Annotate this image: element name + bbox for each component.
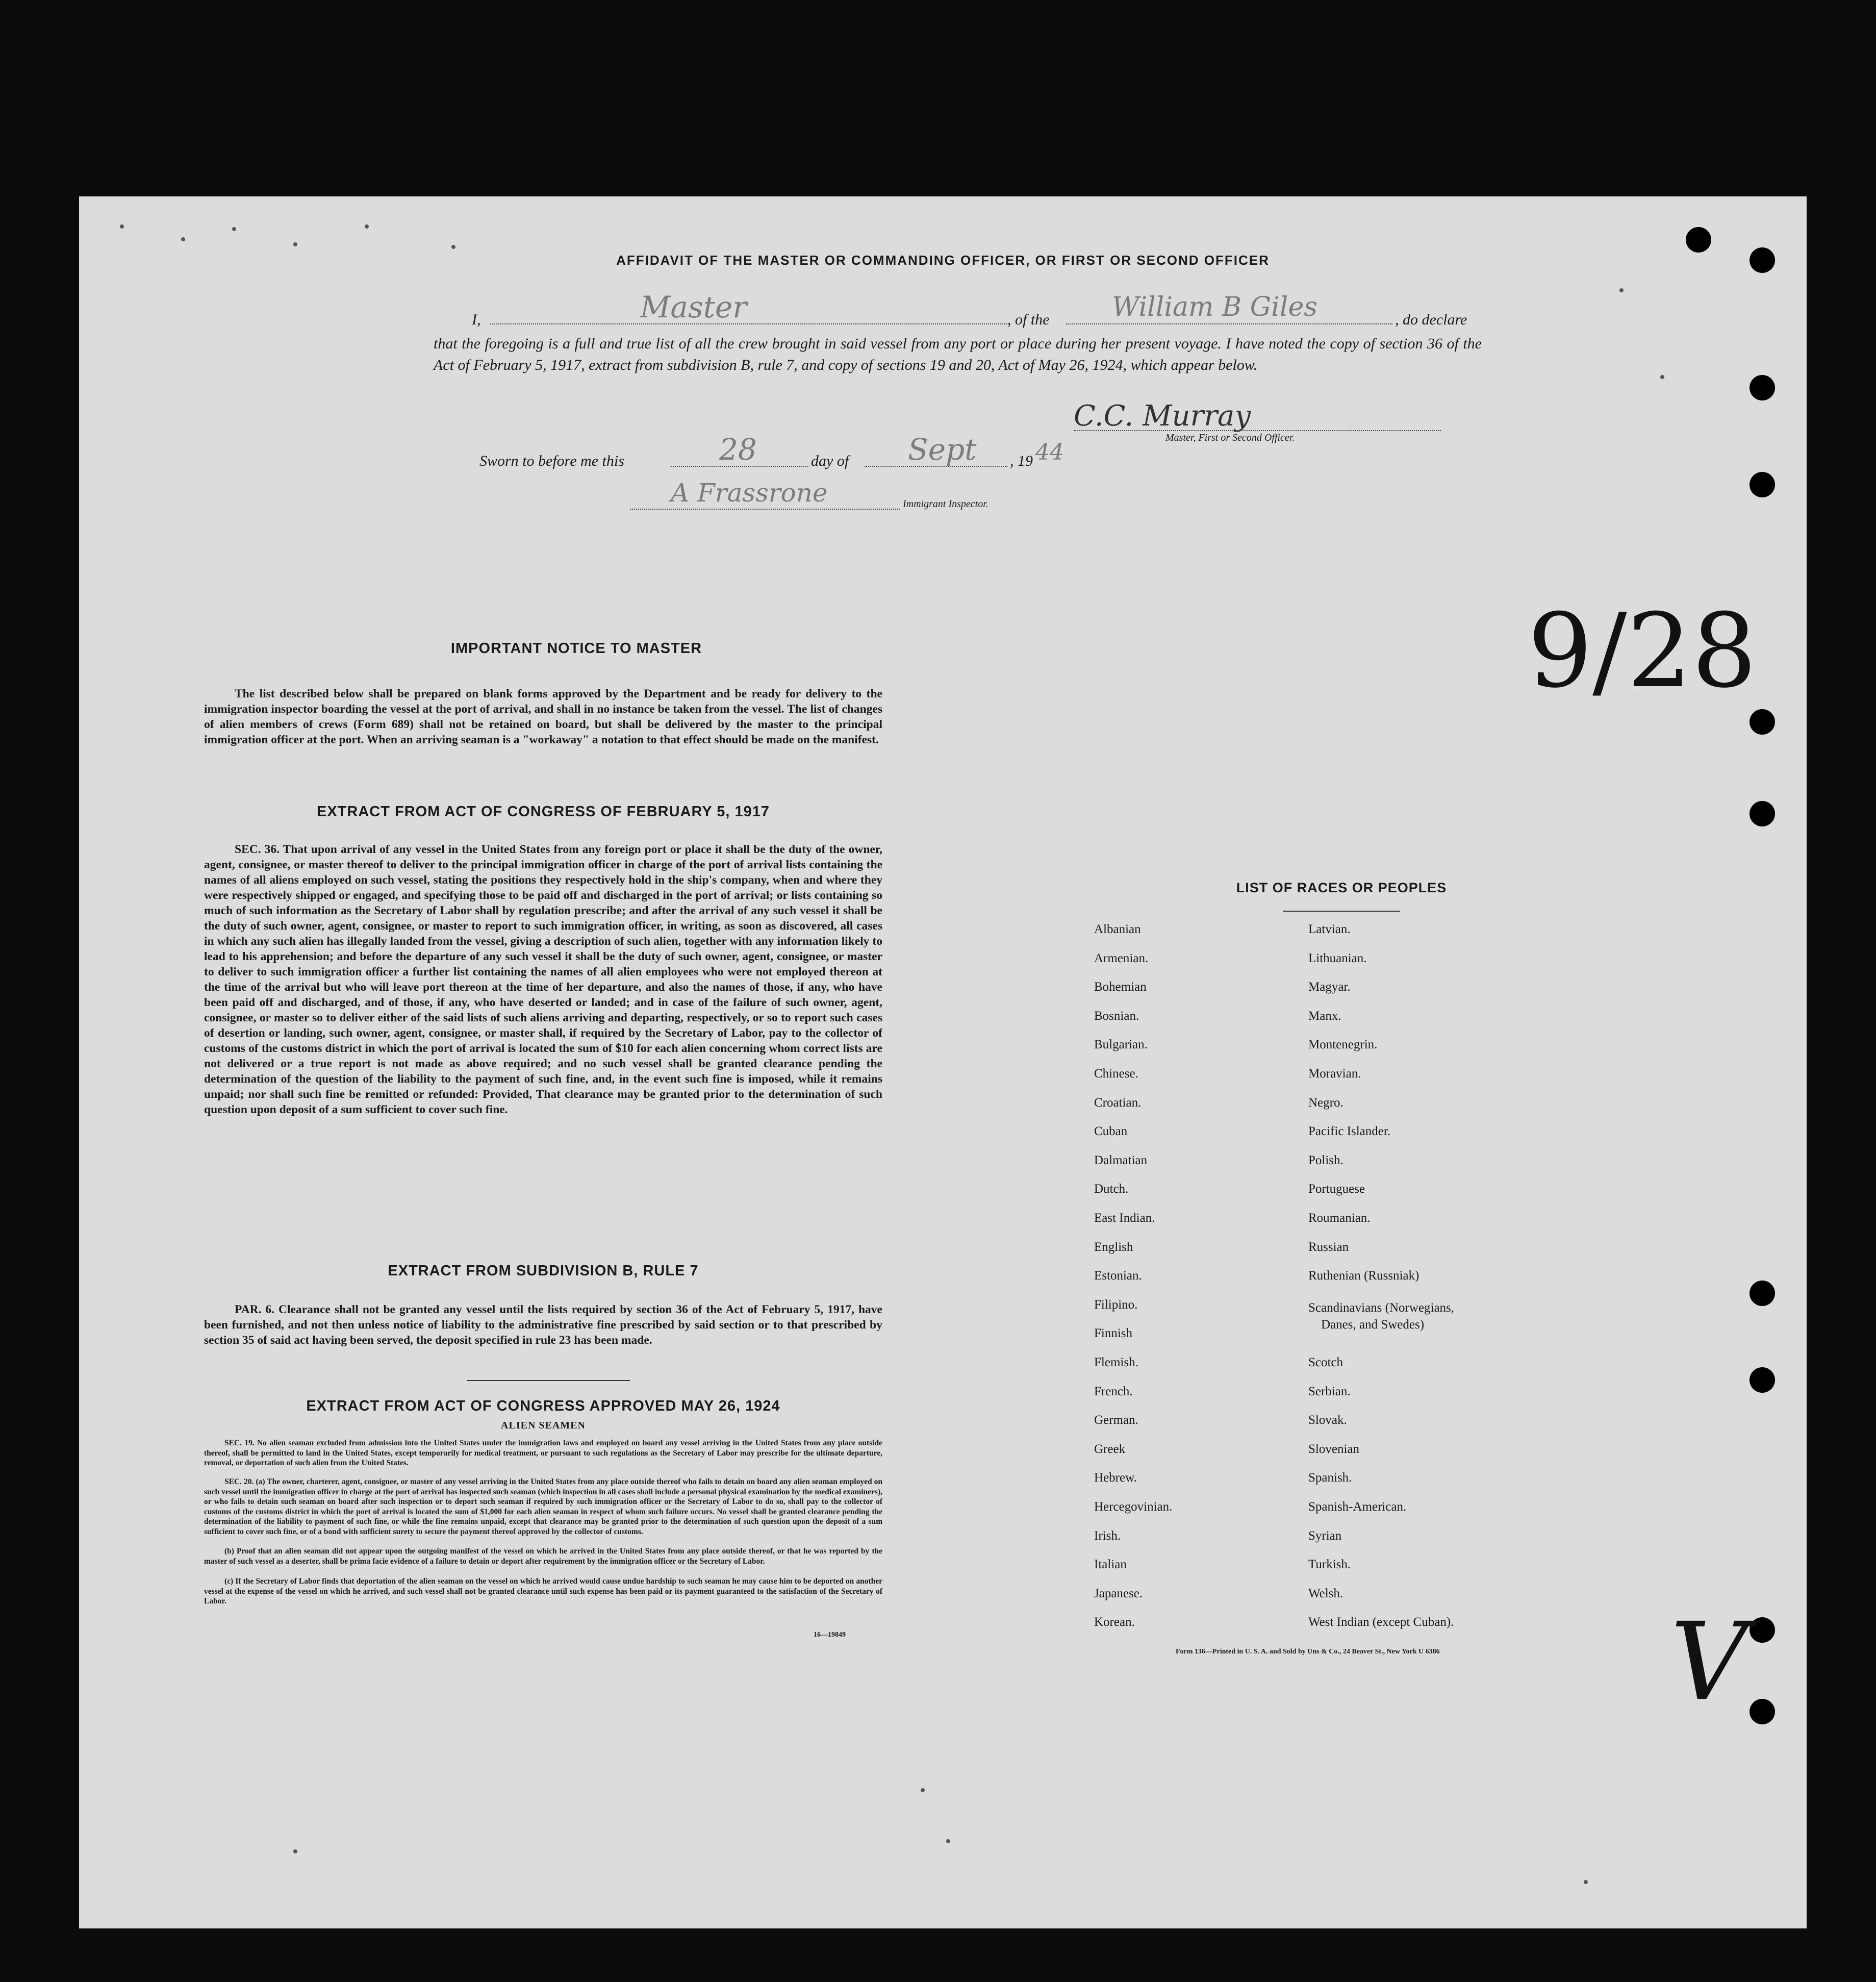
race-item: Polish. — [1308, 1153, 1343, 1167]
rule-7-text: PAR. 6. Clearance shall not be granted any vessel until the lists required by section 36 of the Act of February 5, 1917, have been furnished, and not then unless notice of liability to the administrative fine prescribed by said section or to that prescribed by section 35 of said act having been served, the deposit specified in rule 23 has been made. — [204, 1303, 882, 1347]
race-item: Estonian. — [1094, 1269, 1142, 1283]
race-item: Latvian. — [1308, 922, 1351, 936]
race-item: Flemish. — [1094, 1356, 1138, 1369]
binder-hole — [1750, 472, 1775, 497]
affidavit-body: that the foregoing is a full and true list of all the crew brought in said vessel from any port or place during her present voyage. I have noted the copy of section 36 of the Act of February 5, 1917, extract from subdivision B, rule 7, and copy of sections 19 and 20, Act of May 26, 1924, which appear below. — [434, 335, 1482, 373]
race-item: Portuguese — [1308, 1182, 1365, 1196]
extract-1924-sec19: SEC. 19. No alien seaman excluded from admission into the United States under the immigration laws and employed on board any vessel arriving in the United States from any place outside thereof, shall be permitted to land in the United States, except temporarily for medical treatment, or pursuant to such regulations as the Secretary of Labor may prescribe for the ultimate departure, removal, or deportation of such alien from the United States. — [204, 1439, 882, 1467]
race-item: Slovenian — [1308, 1442, 1359, 1456]
document-page — [79, 196, 1807, 1928]
signature-caption: Master, First or Second Officer. — [1165, 432, 1295, 443]
race-item: Chinese. — [1094, 1067, 1138, 1081]
binder-hole — [1750, 709, 1775, 735]
sworn-line: Sworn to before me this 28 day of Sept , 19 44 — [479, 432, 1064, 469]
race-item: Moravian. — [1308, 1067, 1361, 1081]
binder-hole — [1750, 1281, 1775, 1306]
handwritten-inspector: A Frassrone — [671, 478, 828, 508]
race-item-continued: Danes, and Swedes) — [1321, 1318, 1425, 1332]
race-item: Lithuanian. — [1308, 951, 1367, 965]
binder-hole — [1750, 1617, 1775, 1643]
binder-hole — [1750, 801, 1775, 826]
race-item: Serbian. — [1308, 1384, 1351, 1398]
race-item: Scotch — [1308, 1356, 1343, 1369]
extract-1917-text: SEC. 36. That upon arrival of any vessel in the United States from any foreign port or place it shall be the duty of the owner, agent, consignee, or master thereof to deliver to the principal immigration officer in charge of the port of arrival lists containing the names of all aliens employed on such vessel, stating the positions they respectively hold in the ship's company, when and where they were respectively shipped or engaged, and specifying those to be paid off and discharged in the port of arrival; or lists containing so much of such information as the Secretary of Labor shall by regulation prescribe; and after the arrival of any such vessel it shall be the duty of such owner, agent, consignee, or master to report to such immigration officer, in writing, as soon as discovered, all cases in which any such alien has illegally landed from the vessel, giving a description of such alien, together with any information likely to lead to his apprehension; and before the departure of any such vessel it shall be the duty of such owner, agent, consignee, or master to deliver to such immigration officer a further list containing the names of all alien employees who were not employed thereon at the time of the arrival but who will leave port thereon at the time of her departure, and also the names of those, if any, who have been paid off and discharged, and of those, if any, who have deserted or landed; and in case of the failure of such owner, agent, consignee, or master so to deliver either of the said lists of such aliens arriving and departing, respectively, or so to report such cases of desertion or landing, such owner, agent, consignee, or master shall, if required by the Secretary of Labor, pay to the collector of customs of the customs district in which the port of arrival is located the sum of $10 for each alien concerning whom correct lists are not delivered or a true report is not made as above required; and no such vessel shall be granted clearance pending the determination of the question of the liability to the payment of such fine, and, in the event such fine is imposed, while it remains unpaid; nor shall such fine be remitted or refunded: Provided, That clearance may be granted prior to the determination of such question upon deposit of a sum sufficient to cover such fine. — [204, 843, 882, 1116]
affidavit-of-the: , of the — [1007, 311, 1050, 328]
race-item: West Indian (except Cuban). — [1308, 1615, 1454, 1629]
race-item: Welsh. — [1308, 1586, 1343, 1600]
handwritten-vessel-name: William B Giles — [1112, 292, 1317, 322]
race-item: Spanish. — [1308, 1471, 1352, 1485]
race-item: French. — [1094, 1384, 1133, 1398]
race-item: Negro. — [1308, 1095, 1343, 1110]
notice-title: IMPORTANT NOTICE TO MASTER — [450, 640, 702, 657]
extract-1924-sec20a: SEC. 20. (a) The owner, charterer, agent, consignee, or master of any vessel arriving in the United States from any place outside thereof who fails to detain on board any alien seaman employed on such vessel until the immigration officer in charge at the port of arrival has inspected such seaman (which inspection in all cases shall include a personal physical examination by the medical examiners), or who fails to detain such seaman on board after such inspection or to deport such seaman if required by such immigration officer or the Secretary of Labor to do so, shall pay to the collector of customs of the customs district in which the port of arrival is located the sum of $1,000 for each alien seaman in respect of whom such failure occurs. No vessel shall be granted clearance pending the determination of the liability to payment of such fine, or while the fine remains unpaid, except that clearance may be granted prior to the determination of such question upon the deposit of a sum sufficient to cover such fine, or of a bond with sufficient surety to secure the payment thereof approved by the collector of customs. — [204, 1477, 882, 1536]
affidavit-declaration-line — [472, 290, 1492, 328]
binder-hole — [1686, 227, 1711, 253]
race-item: Cuban — [1094, 1124, 1128, 1139]
race-item: Pacific Islander. — [1308, 1124, 1391, 1139]
extract-1924-subtitle: ALIEN SEAMEN — [501, 1420, 586, 1431]
handwritten-check-mark: V — [1670, 1599, 1748, 1724]
extract-1924-sec20b: (b) Proof that an alien seaman did not appear upon the outgoing manifest of the vessel on which he arrived in the United States from any place outside thereof, or that he was reported by the master of such vessel as a deserter, shall be prima facie evidence of a failure to detain or deport after requirement by the immigration officer or the Secretary of Labor. — [204, 1547, 882, 1566]
race-item: Italian — [1094, 1558, 1127, 1572]
race-item: Slovak. — [1308, 1413, 1347, 1427]
race-item: Syrian — [1308, 1528, 1342, 1543]
race-item: Turkish. — [1308, 1558, 1351, 1572]
rule-7-title: EXTRACT FROM SUBDIVISION B, RULE 7 — [388, 1263, 699, 1279]
race-item: Filipino. — [1094, 1297, 1138, 1312]
race-item: Greek — [1094, 1442, 1126, 1456]
form-code: 16—19849 — [814, 1631, 846, 1639]
race-item: Spanish-American. — [1308, 1500, 1407, 1514]
divider — [467, 1380, 630, 1381]
race-item: Dalmatian — [1094, 1153, 1148, 1167]
binder-hole — [1750, 375, 1775, 400]
affidavit-title: AFFIDAVIT OF THE MASTER OR COMMANDING OFFICER, OR FIRST OR SECOND OFFICER — [616, 253, 1270, 268]
extract-1917-title: EXTRACT FROM ACT OF CONGRESS OF FEBRUARY 5, 1917 — [316, 804, 770, 820]
divider — [1283, 911, 1400, 912]
race-item: Hebrew. — [1094, 1471, 1137, 1485]
race-item: Bosnian. — [1094, 1009, 1139, 1023]
form-printer-note: Form 136—Printed in U. S. A. and Sold by Uns & Co., 24 Beaver St., New York U 6386 — [1176, 1648, 1440, 1655]
race-item: Irish. — [1094, 1528, 1121, 1543]
race-item: Dutch. — [1094, 1182, 1129, 1196]
handwritten-signature: C.C. Murray — [1074, 399, 1251, 433]
race-item: Montenegrin. — [1308, 1038, 1378, 1052]
binder-hole — [1750, 1699, 1775, 1724]
race-item: Hercegovinian. — [1094, 1500, 1173, 1514]
race-item: Korean. — [1094, 1615, 1135, 1629]
race-item: Russian — [1308, 1240, 1349, 1254]
extract-1924-title: EXTRACT FROM ACT OF CONGRESS APPROVED MAY 26, 1924 — [306, 1398, 780, 1414]
race-item: Roumanian. — [1308, 1211, 1371, 1225]
race-item: Finnish — [1094, 1326, 1133, 1341]
extract-1924-sec20c: (c) If the Secretary of Labor finds that deportation of the alien seaman on the vessel on which he arrived would cause undue hardship to such seaman he may cause him to be deported on another vessel at the expense of the vessel on which he arrived, and such vessel shall not be granted clearance until such expense has been paid or its payment guaranteed to the satisfaction of the Secretary of Labor. — [204, 1577, 882, 1605]
race-item: Magyar. — [1308, 980, 1351, 994]
binder-hole — [1750, 1367, 1775, 1393]
race-item: Armenian. — [1094, 951, 1149, 965]
race-item: English — [1094, 1240, 1133, 1254]
race-item: East Indian. — [1094, 1211, 1155, 1225]
handwritten-master: Master — [640, 290, 747, 324]
notice-text: The list described below shall be prepared on blank forms approved by the Department and be ready for delivery to the immigration inspector boarding the vessel at the port of arrival, and shall in no instance be taken from the vessel. The list of changes of alien members of crews (Form 689) shall not be retained on board, but shall be delivered by the master to the principal immigration officer at the port. When an arriving seaman is a "workaway" a notation to that effect should be made on the manifest. — [204, 687, 882, 746]
handwritten-date-note: 9/28 — [1528, 592, 1757, 711]
races-list-title: LIST OF RACES OR PEOPLES — [1236, 880, 1447, 895]
race-item: Ruthenian (Russniak) — [1308, 1269, 1419, 1283]
race-item: Scandinavians (Norwegians, — [1308, 1301, 1455, 1315]
race-item: German. — [1094, 1413, 1138, 1427]
race-item: Croatian. — [1094, 1095, 1142, 1110]
handwritten-day: 28 — [719, 432, 757, 467]
affidavit-i: I, — [472, 311, 481, 328]
race-item: Manx. — [1308, 1009, 1341, 1023]
race-item: Bulgarian. — [1094, 1038, 1148, 1052]
race-item: Albanian — [1094, 922, 1141, 936]
race-item: Bohemian — [1094, 980, 1147, 994]
affidavit-declare: , do declare — [1395, 311, 1467, 328]
handwritten-month: Sept — [908, 432, 977, 467]
race-item: Japanese. — [1094, 1586, 1143, 1600]
inspector-caption: Immigrant Inspector. — [903, 498, 988, 510]
handwritten-year: 44 — [1035, 439, 1064, 465]
